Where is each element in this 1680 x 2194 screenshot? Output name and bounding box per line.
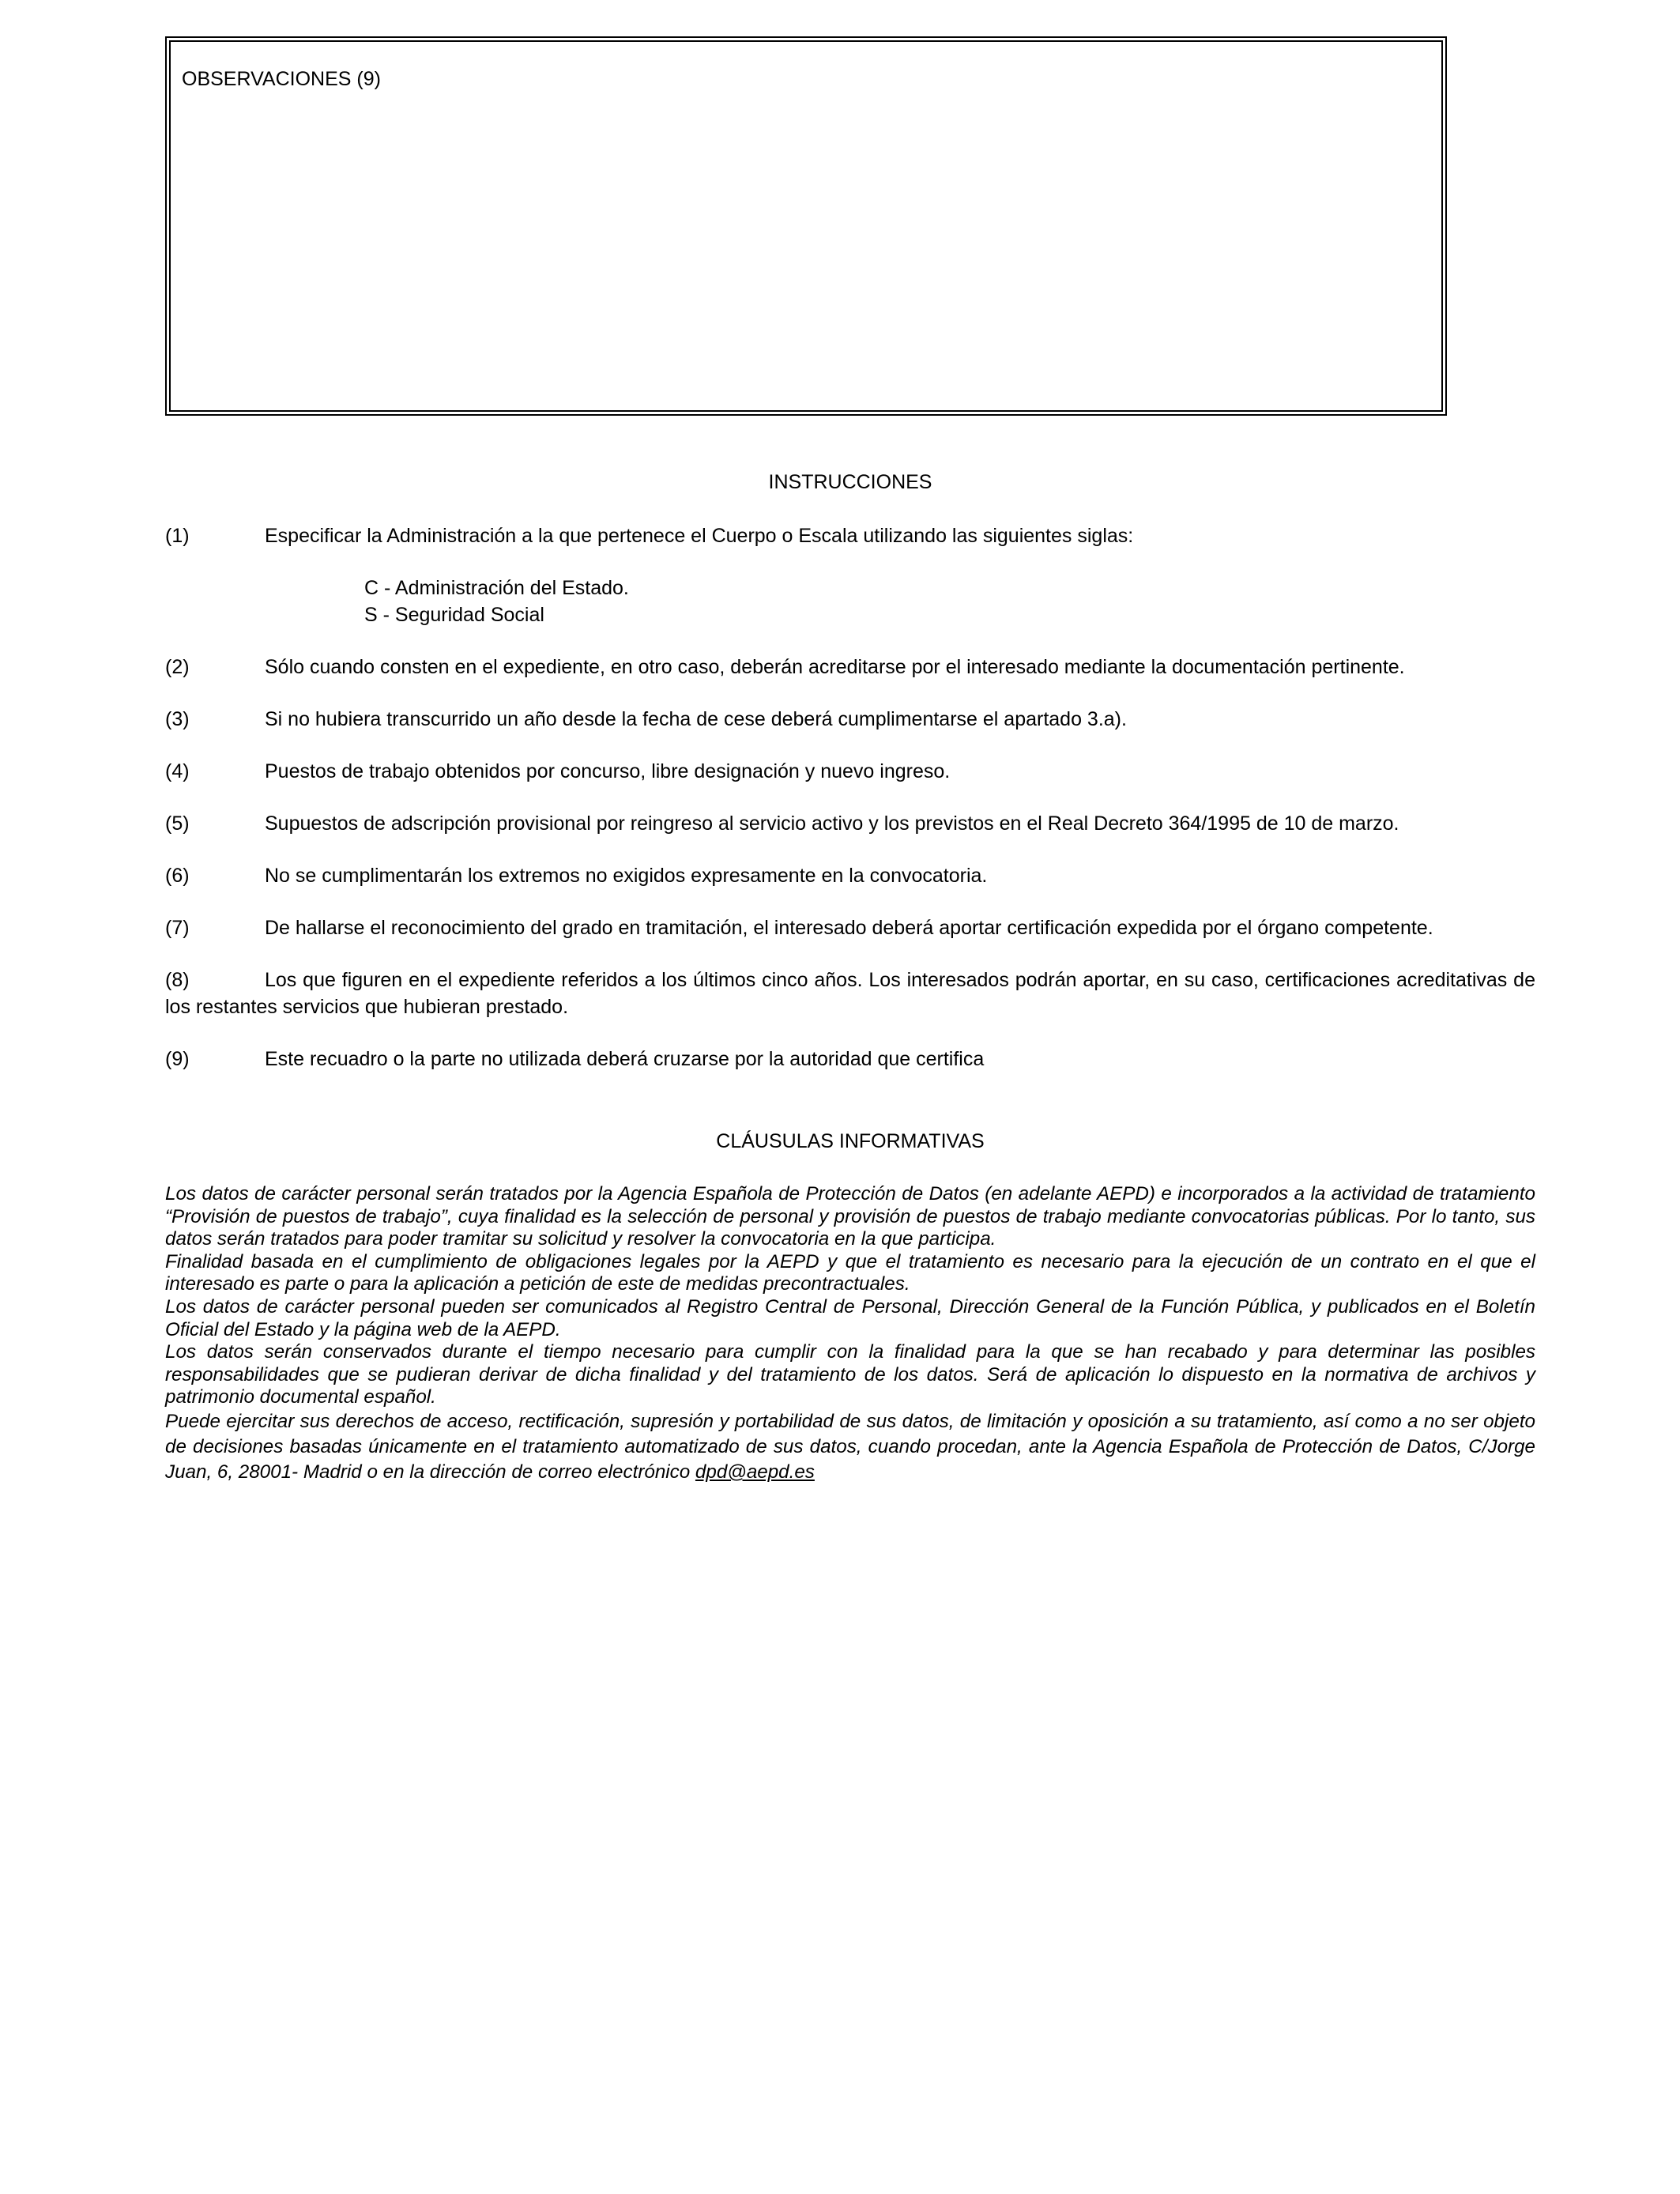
instruccion-text: Este recuadro o la parte no utilizada deberá cruzarse por la autoridad que certifica: [265, 1048, 985, 1070]
instruccion-number: (4): [165, 760, 190, 782]
instruccion-item-5: [165, 810, 1535, 837]
instruccion-item-3: [165, 706, 1535, 733]
instruccion-item-1: [165, 522, 1535, 628]
instruccion-text: Puestos de trabajo obtenidos por concurso, libre designación y nuevo ingreso.: [265, 760, 951, 782]
instruccion-number: (7): [165, 917, 190, 939]
instruccion-item-9: [165, 1046, 1535, 1072]
email-link[interactable]: dpd@aepd.es: [695, 1461, 815, 1483]
instruccion-text: Especificar la Administración a la que pertenece el Cuerpo o Escala utilizando las siguientes siglas:: [265, 525, 1134, 547]
instruccion-number: (3): [165, 708, 190, 730]
siglas-list: [165, 575, 1535, 628]
instruccion-number: (2): [165, 656, 190, 678]
instruccion-number: (5): [165, 812, 190, 835]
instruccion-number: (9): [165, 1048, 190, 1070]
instruccion-item-4: [165, 758, 1535, 785]
clausulas-heading: CLÁUSULAS INFORMATIVAS: [716, 1130, 985, 1152]
sigla-item-s: S - Seguridad Social: [364, 604, 544, 626]
clausula-paragraph: Los datos de carácter personal pueden ser comunicados al Registro Central de Personal, Dirección General de la Función Pública, y publicados en el Boletín Oficial del Estado y la página web de la AEPD.: [165, 1295, 1535, 1340]
instruccion-item-7: [165, 914, 1535, 941]
instruccion-item-2: [165, 654, 1535, 680]
clausula-paragraph: Finalidad basada en el cumplimiento de obligaciones legales por la AEPD y que el tratamiento es necesario para la ejecución de un contrato en el que el interesado es parte o para la aplicación a petición de este de medidas precontractuales.: [165, 1250, 1535, 1295]
instruccion-number: (8): [165, 969, 190, 991]
instruccion-text: No se cumplimentarán los extremos no exigidos expresamente en la convocatoria.: [265, 865, 988, 887]
clausula-rights-paragraph: [165, 1409, 1535, 1485]
instruccion-item-8: [165, 967, 1535, 1020]
observaciones-label: OBSERVACIONES (9): [182, 68, 381, 90]
instruccion-text: Los que figuren en el expediente referidos a los últimos cinco años. Los interesados podrán aportar, en su caso, certificaciones acreditativas de los restantes servicios que hubieran prestado.: [165, 969, 1535, 1018]
instruccion-number: (6): [165, 865, 190, 887]
instruccion-text: De hallarse el reconocimiento del grado en tramitación, el interesado deberá aportar certificación expedida por el órgano competente.: [265, 917, 1433, 939]
instruccion-text: Supuestos de adscripción provisional por reingreso al servicio activo y los previstos en el Real Decreto 364/1995 de 10 de marzo.: [265, 812, 1399, 835]
sigla-item-c: C - Administración del Estado.: [364, 577, 629, 599]
instruccion-text: Sólo cuando consten en el expediente, en otro caso, deberán acreditarse por el interesado mediante la documentación pertinente.: [265, 656, 1405, 678]
instruccion-item-6: [165, 862, 1535, 889]
instruccion-text: Si no hubiera transcurrido un año desde la fecha de cese deberá cumplimentarse el apartado 3.a).: [265, 708, 1127, 730]
clausula-paragraph: Los datos de carácter personal serán tratados por la Agencia Española de Protección de Datos (en adelante AEPD) e incorporados a la actividad de tratamiento “Provisión de puestos de trabajo”, cuya finalidad es la selección de personal y provisión de puestos de trabajo mediante convocatorias públicas. Por lo tanto, sus datos serán tratados para poder tramitar su solicitud y resolver la convocatoria en la que participa.: [165, 1183, 1535, 1250]
instrucciones-list: [165, 522, 1535, 1098]
rights-text: Puede ejercitar sus derechos de acceso, rectificación, supresión y portabilidad de sus datos, de limitación y oposición a su tratamiento, así como a no ser objeto de decisiones basadas únicamente en el tratamiento automatizado de sus datos, cuando procedan, ante la Agencia Española de Protección de Datos, C/Jorge Juan, 6, 28001- Madrid o en la dirección de correo electrónico: [165, 1410, 1535, 1483]
clausulas-informativas: [165, 1183, 1535, 1485]
observaciones-box[interactable]: [165, 36, 1447, 416]
instruccion-number: (1): [165, 525, 190, 547]
clausula-paragraph: Los datos serán conservados durante el tiempo necesario para cumplir con la finalidad para la que se han recabado y para determinar las posibles responsabilidades que se pudieran derivar de dicha finalidad y del tratamiento de los datos. Será de aplicación lo dispuesto en la normativa de archivos y patrimonio documental español.: [165, 1341, 1535, 1408]
instrucciones-heading: INSTRUCCIONES: [768, 471, 932, 493]
